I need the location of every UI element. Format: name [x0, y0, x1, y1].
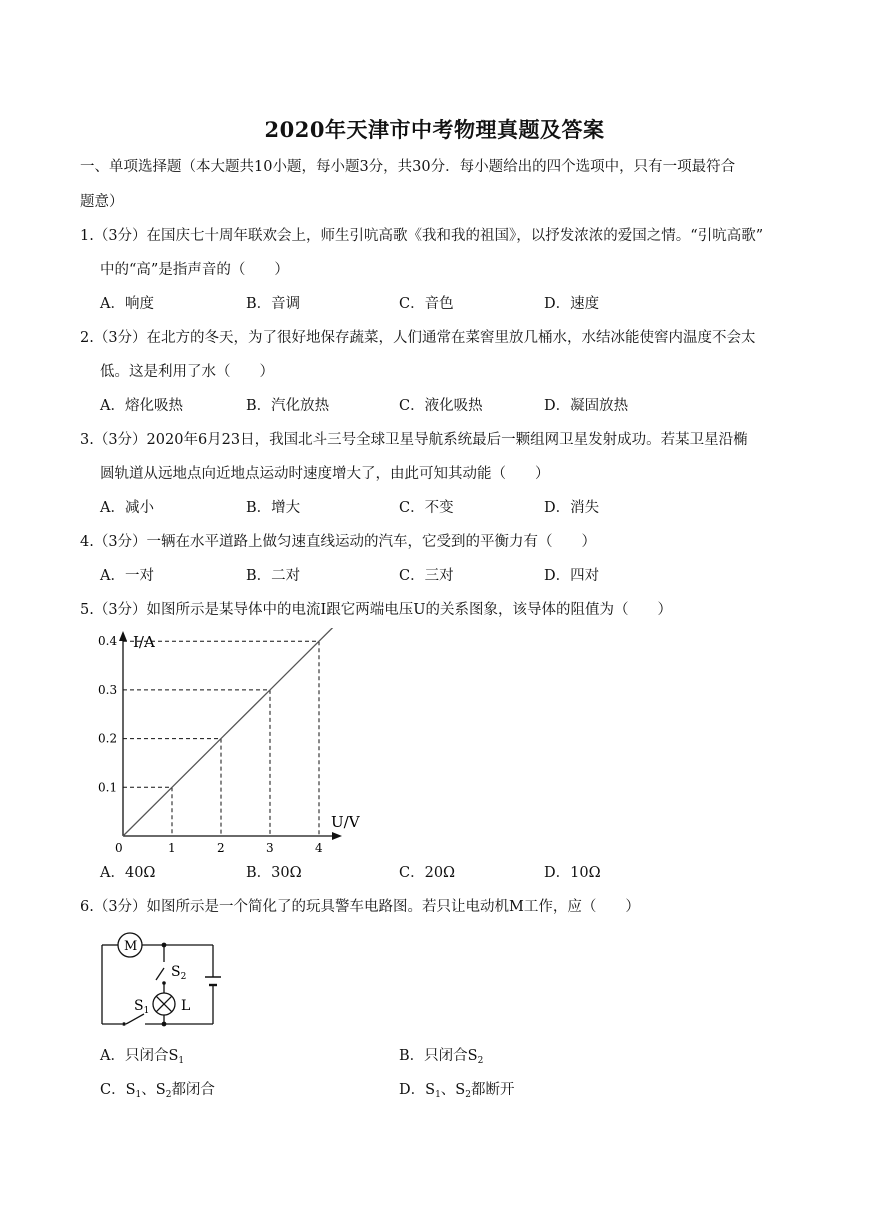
- q4-option-d[interactable]: D．四对: [544, 568, 600, 584]
- y-tick-label: 0.3: [98, 682, 118, 697]
- switch-s2-label: $S_2$: [171, 964, 187, 982]
- section-heading-line-1: 一、单项选择题（本大题共10小题，每小题3分，共30分．每小题给出的四个选项中，只有一项最符合: [80, 159, 736, 175]
- toy-police-car-circuit-diagram: [95, 928, 230, 1032]
- q6-stem-line-1: 6.（3分）如图所示是一个简化了的玩具警车电路图。若只让电动机M工作，应（ ）: [80, 899, 640, 915]
- x-axis-arrow: [332, 832, 342, 840]
- q2-stem-line-2: 低。这是利用了水（ ）: [100, 364, 274, 380]
- q4-option-c[interactable]: C．三对: [399, 568, 454, 584]
- q6-option-a[interactable]: A．只闭合$S_1$: [100, 1048, 185, 1066]
- origin-label: 0: [115, 841, 123, 855]
- q3-stem-line-1: 3.（3分）2020年6月23日，我国北斗三号全球卫星导航系统最后一颗组网卫星发射成功。若某卫星沿椭: [80, 432, 748, 448]
- q6-option-c[interactable]: C．$S_1$、$S_2$都闭合: [100, 1082, 215, 1100]
- q4-option-b[interactable]: B．二对: [246, 568, 301, 584]
- y-tick-label: 0.2: [98, 731, 118, 746]
- q5-option-d[interactable]: D．10Ω: [544, 865, 601, 881]
- q4-stem-line-1: 4.（3分）一辆在水平道路上做匀速直线运动的汽车，它受到的平衡力有（ ）: [80, 534, 597, 550]
- y-axis-label: I/A: [133, 633, 155, 651]
- x-tick-label: 4: [315, 841, 323, 855]
- q3-option-c[interactable]: C．不变: [399, 500, 454, 516]
- current-voltage-graph: [95, 628, 375, 860]
- switch-s2-blade: [156, 968, 164, 980]
- q5-option-c[interactable]: C．20Ω: [399, 865, 456, 881]
- y-tick-label: 0.4: [98, 634, 118, 649]
- q2-option-d[interactable]: D．凝固放热: [544, 398, 629, 414]
- q3-option-b[interactable]: B．增大: [246, 500, 301, 516]
- q1-option-b[interactable]: B．音调: [246, 296, 301, 312]
- q5-stem-line-1: 5.（3分）如图所示是某导体中的电流I跟它两端电压U的关系图象，该导体的阻值为（ ）: [80, 602, 673, 618]
- y-axis-arrow: [119, 631, 127, 641]
- q2-option-b[interactable]: B．汽化放热: [246, 398, 330, 414]
- q3-stem-line-2: 圆轨道从远地点向近地点运动时速度增大了，由此可知其动能（ ）: [100, 466, 550, 482]
- q5-option-a[interactable]: A．40Ω: [100, 865, 156, 881]
- q1-stem-line-2: 中的“高”是指声音的（ ）: [100, 262, 289, 278]
- q2-option-a[interactable]: A．熔化吸热: [100, 398, 183, 414]
- switch-s1-blade: [126, 1014, 144, 1024]
- current-voltage-line: [123, 628, 339, 836]
- section-heading-line-2: 题意）: [80, 194, 124, 210]
- lamp-label: L: [181, 998, 191, 1014]
- q2-option-c[interactable]: C．液化吸热: [399, 398, 483, 414]
- q1-option-a[interactable]: A．响度: [100, 296, 154, 312]
- q3-option-a[interactable]: A．减小: [100, 500, 154, 516]
- y-tick-label: 0.1: [98, 780, 118, 795]
- q5-option-b[interactable]: B．30Ω: [246, 865, 302, 881]
- q6-option-d[interactable]: D．$S_1$、$S_2$都断开: [399, 1082, 515, 1100]
- q1-stem-line-1: 1.（3分）在国庆七十周年联欢会上，师生引吭高歌《我和我的祖国》，以抒发浓浓的爱国之情。“引吭高歌”: [80, 228, 764, 244]
- page-title: 2020年天津市中考物理真题及答案: [264, 117, 605, 142]
- q1-option-c[interactable]: C．音色: [399, 296, 454, 312]
- chart-axes: [119, 631, 342, 840]
- q6-option-b[interactable]: B．只闭合$S_2$: [399, 1048, 484, 1066]
- q4-option-a[interactable]: A．一对: [100, 568, 154, 584]
- x-axis-label: U/V: [331, 813, 360, 831]
- motor-label: M: [124, 939, 138, 954]
- q2-stem-line-1: 2.（3分）在北方的冬天，为了很好地保存蔬菜，人们通常在菜窖里放几桶水，水结冰能使窖内温度不会太: [80, 330, 756, 346]
- x-tick-label: 1: [168, 841, 176, 855]
- x-tick-label: 3: [266, 841, 274, 855]
- q3-option-d[interactable]: D．消失: [544, 500, 600, 516]
- q1-option-d[interactable]: D．速度: [544, 296, 600, 312]
- x-tick-label: 2: [217, 841, 225, 855]
- switch-s1-label: $S_1$: [134, 998, 150, 1016]
